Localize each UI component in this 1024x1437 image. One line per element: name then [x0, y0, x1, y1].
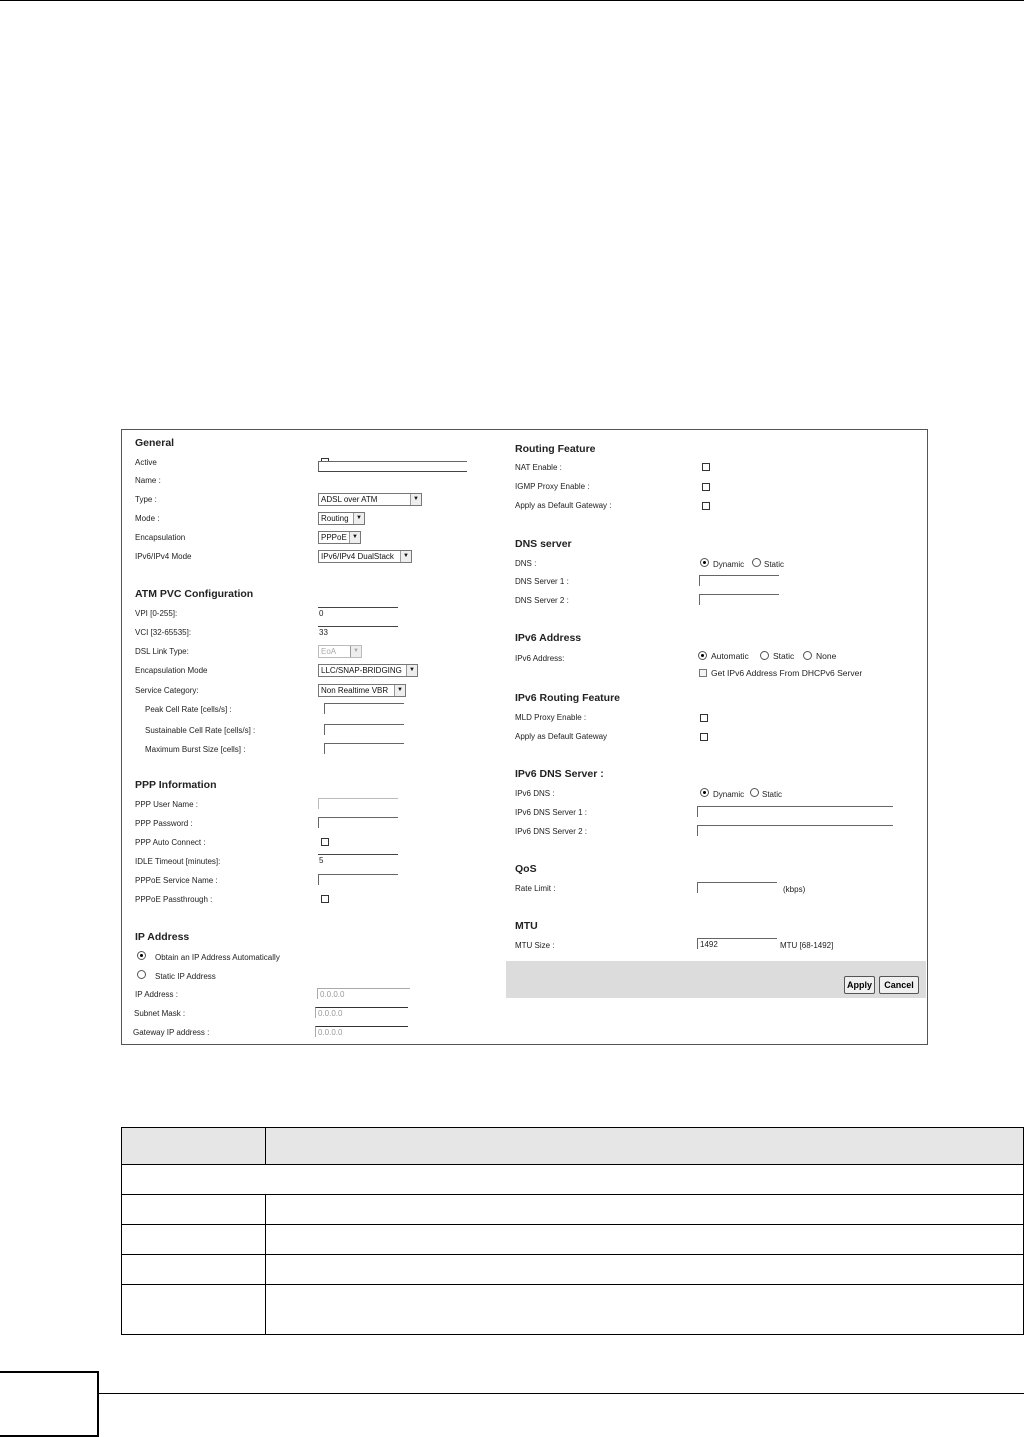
ppp-user-label: PPP User Name :	[135, 800, 198, 809]
ppp-auto-connect-label: PPP Auto Connect :	[135, 838, 206, 847]
rate-limit-input[interactable]	[697, 882, 777, 893]
mbs-label: Maximum Burst Size [cells] :	[145, 745, 246, 754]
rate-limit-unit: (kbps)	[783, 885, 806, 894]
table-cell	[266, 1225, 1024, 1255]
pppoe-service-label: PPPoE Service Name :	[135, 876, 218, 885]
gateway-ip-input[interactable]: 0.0.0.0	[315, 1026, 408, 1037]
dns-server1-label: DNS Server 1 :	[515, 577, 569, 586]
mtu-range-label: MTU [68-1492]	[780, 941, 834, 950]
chevron-down-icon: ▼	[349, 532, 360, 543]
section-ip-title: IP Address	[135, 931, 190, 943]
section-atm-title: ATM PVC Configuration	[135, 588, 254, 600]
section-ipv6-routing-title: IPv6 Routing Feature	[515, 692, 621, 704]
ipv6-dns-server2-label: IPv6 DNS Server 2 :	[515, 827, 588, 836]
chevron-down-icon: ▼	[406, 665, 417, 676]
vpi-label: VPI [0-255]:	[135, 609, 178, 618]
ipv6-dns-dynamic-label: Dynamic	[713, 790, 745, 799]
table-cell	[122, 1195, 266, 1225]
service-category-select[interactable]	[318, 684, 406, 697]
dns-label: DNS :	[515, 559, 537, 568]
vci-input-border	[318, 626, 398, 627]
table-header-row	[122, 1128, 1024, 1165]
vci-label: VCI [32-65535]:	[135, 628, 192, 637]
type-label: Type :	[135, 495, 157, 504]
table-cell	[122, 1255, 266, 1285]
mld-proxy-label: MLD Proxy Enable :	[515, 713, 587, 722]
section-general-title: General	[135, 437, 175, 449]
description-table	[121, 1127, 1024, 1335]
vci-input[interactable]: 33	[319, 628, 328, 637]
mtu-size-label: MTU Size :	[515, 941, 555, 950]
mode-select[interactable]	[318, 512, 365, 525]
pcr-label: Peak Cell Rate [cells/s] :	[145, 705, 232, 714]
encapsulation-label: Encapsulation	[135, 533, 186, 542]
ipv6-automatic-label: Automatic	[711, 651, 749, 661]
table-cell	[122, 1165, 1024, 1195]
table-cell	[122, 1225, 266, 1255]
section-dns-title: DNS server	[515, 538, 572, 550]
ppp-password-label: PPP Password :	[135, 819, 193, 828]
table-cell	[122, 1285, 266, 1335]
default-gateway-checkbox[interactable]	[702, 502, 710, 510]
mld-proxy-checkbox[interactable]	[700, 714, 708, 722]
encap-mode-value: LLC/SNAP-BRIDGING	[321, 666, 402, 675]
section-mtu-title: MTU	[515, 920, 538, 932]
dhcpv6-label: Get IPv6 Address From DHCPv6 Server	[711, 668, 863, 678]
dsl-link-value: EoA	[321, 647, 337, 656]
button-bar	[506, 961, 926, 998]
name-label: Name :	[135, 476, 161, 485]
section-ipv6-dns-title: IPv6 DNS Server :	[515, 768, 604, 780]
mode-label: Mode :	[135, 514, 160, 523]
encap-mode-label: Encapsulation Mode	[135, 666, 208, 675]
section-ipv6-address-title: IPv6 Address	[515, 632, 582, 644]
section-qos-title: QoS	[515, 863, 537, 875]
ip-mode-label: IPv6/IPv4 Mode	[135, 552, 192, 561]
ppp-password-input[interactable]	[318, 817, 398, 828]
service-category-value: Non Realtime VBR	[321, 686, 389, 695]
page-number-box	[0, 1371, 99, 1437]
pcr-input[interactable]	[324, 703, 404, 714]
static-ip-radio[interactable]	[137, 970, 146, 979]
ipv6-none-label: None	[816, 651, 837, 661]
table-row	[122, 1225, 1024, 1255]
gateway-ip-label: Gateway IP address :	[133, 1028, 210, 1037]
ipv6-static-label: Static	[773, 651, 795, 661]
obtain-ip-label: Obtain an IP Address Automatically	[155, 953, 280, 962]
scr-label: Sustainable Cell Rate [cells/s] :	[145, 726, 256, 735]
dsl-link-label: DSL Link Type:	[135, 647, 189, 656]
ipv6-dns-static-label: Static	[762, 790, 783, 799]
dns-static-label: Static	[764, 560, 785, 569]
ip-mode-value: IPv6/IPv4 DualStack	[321, 552, 394, 561]
idle-timeout-label: IDLE Timeout [minutes]:	[135, 857, 221, 866]
ppp-user-input[interactable]	[318, 798, 398, 809]
section-routing-title: Routing Feature	[515, 443, 596, 455]
dns-server1-input[interactable]	[699, 575, 779, 586]
rate-limit-label: Rate Limit :	[515, 884, 556, 893]
chevron-down-icon: ▼	[394, 685, 405, 696]
vpi-input-border	[318, 607, 398, 608]
dns-server2-label: DNS Server 2 :	[515, 596, 569, 605]
nat-enable-checkbox[interactable]	[702, 463, 710, 471]
mode-value: Routing	[321, 514, 349, 523]
pppoe-service-input[interactable]	[318, 874, 398, 885]
encapsulation-select[interactable]	[318, 531, 361, 544]
ip-address-input[interactable]: 0.0.0.0	[317, 988, 410, 999]
encapsulation-value: PPPoE	[321, 533, 347, 542]
active-label: Active	[135, 458, 157, 467]
type-select[interactable]	[318, 493, 422, 506]
table-header-cell	[122, 1128, 266, 1165]
header-rule	[0, 0, 1024, 1]
vpi-input[interactable]: 0	[319, 609, 324, 618]
table-row	[122, 1195, 1024, 1225]
static-ip-label: Static IP Address	[155, 972, 216, 981]
table-header-cell	[266, 1128, 1024, 1165]
table-cell	[266, 1285, 1024, 1335]
subnet-mask-label: Subnet Mask :	[134, 1009, 186, 1018]
ipv6-dns-label: IPv6 DNS :	[515, 789, 555, 798]
chevron-down-icon: ▼	[350, 646, 361, 657]
ipv6-default-gateway-checkbox[interactable]	[700, 733, 708, 741]
obtain-ip-radio[interactable]	[137, 951, 146, 960]
service-category-label: Service Category:	[135, 686, 199, 695]
idle-timeout-input[interactable]: 5	[319, 856, 324, 865]
ppp-auto-connect-checkbox[interactable]	[321, 838, 329, 846]
dns-server2-input[interactable]	[699, 594, 779, 605]
dhcpv6-checkbox[interactable]	[699, 669, 707, 677]
mbs-input[interactable]	[324, 743, 404, 754]
dns-static-radio[interactable]	[752, 558, 761, 567]
pppoe-passthrough-checkbox[interactable]	[321, 895, 329, 903]
table-cell	[266, 1195, 1024, 1225]
chevron-down-icon: ▼	[353, 513, 364, 524]
ipv6-none-radio[interactable]	[803, 651, 812, 660]
dsl-link-select[interactable]	[318, 645, 362, 658]
wan-config-screenshot	[121, 429, 928, 1045]
chevron-down-icon: ▼	[410, 494, 421, 505]
default-gateway-label: Apply as Default Gateway :	[515, 501, 612, 510]
encap-mode-select[interactable]	[318, 664, 418, 677]
ipv6-static-radio[interactable]	[760, 651, 769, 660]
table-row	[122, 1165, 1024, 1195]
igmp-proxy-label: IGMP Proxy Enable :	[515, 482, 590, 491]
cancel-button[interactable]: Cancel	[879, 976, 919, 994]
ipv6-default-gateway-label: Apply as Default Gateway	[515, 732, 608, 741]
table-row	[122, 1285, 1024, 1335]
ipv6-dns-server1-input[interactable]	[697, 806, 893, 817]
scr-input[interactable]	[324, 724, 404, 735]
dns-dynamic-label: Dynamic	[713, 560, 745, 569]
idle-input-border	[318, 854, 398, 855]
table-cell	[266, 1255, 1024, 1285]
chevron-down-icon: ▼	[400, 551, 411, 562]
ipv6-address-label: IPv6 Address:	[515, 654, 565, 663]
type-value: ADSL over ATM	[321, 495, 378, 504]
ip-address-label: IP Address :	[135, 990, 178, 999]
subnet-mask-input[interactable]: 0.0.0.0	[315, 1007, 408, 1018]
mtu-size-input[interactable]: 1492	[697, 938, 777, 949]
ipv6-dns-dynamic-radio[interactable]	[700, 788, 709, 797]
apply-button[interactable]: Apply	[844, 976, 875, 994]
ipv6-dns-static-radio[interactable]	[750, 788, 759, 797]
ip-mode-select[interactable]	[318, 550, 412, 563]
dns-dynamic-radio[interactable]	[700, 558, 709, 567]
footer-rule	[99, 1393, 1024, 1394]
name-input[interactable]	[318, 461, 467, 472]
nat-enable-label: NAT Enable :	[515, 463, 562, 472]
section-ppp-title: PPP Information	[135, 779, 217, 791]
ipv6-dns-server1-label: IPv6 DNS Server 1 :	[515, 808, 588, 817]
ipv6-dns-server2-input[interactable]	[697, 825, 893, 836]
igmp-proxy-checkbox[interactable]	[702, 483, 710, 491]
ipv6-automatic-radio[interactable]	[698, 651, 707, 660]
table-row	[122, 1255, 1024, 1285]
pppoe-passthrough-label: PPPoE Passthrough :	[135, 895, 213, 904]
